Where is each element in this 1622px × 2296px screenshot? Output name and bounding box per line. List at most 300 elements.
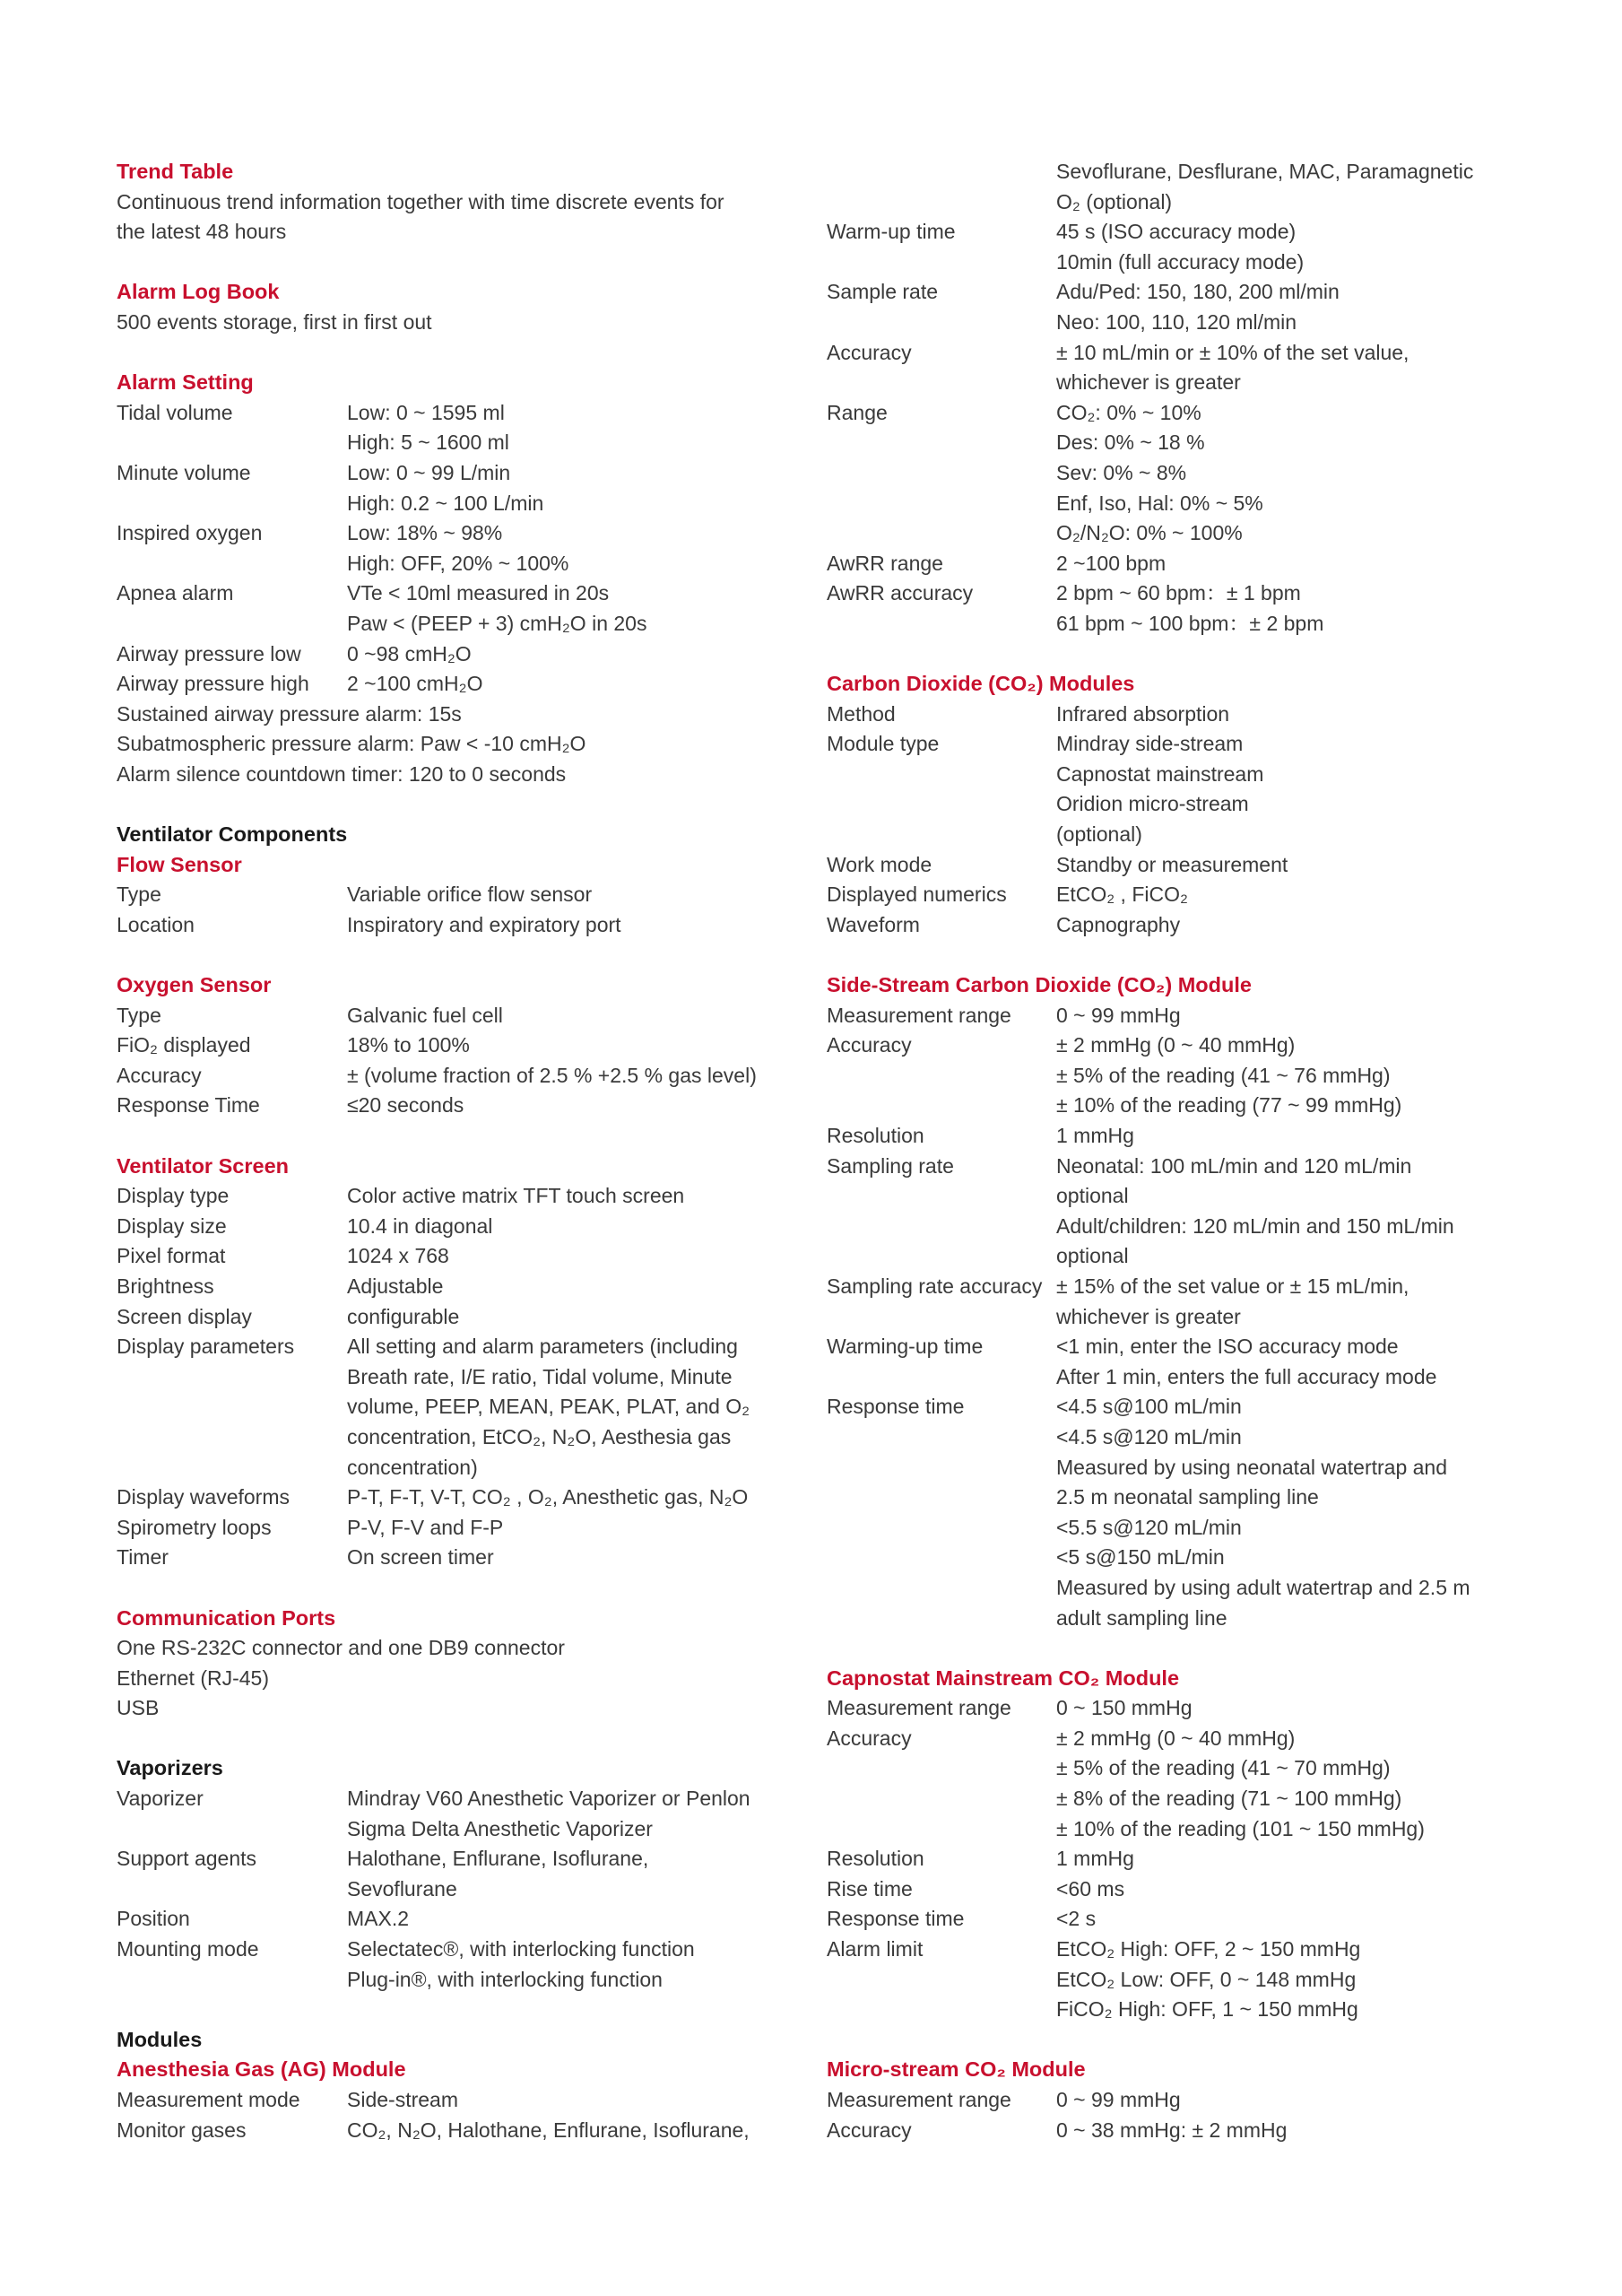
- oxygen-sensor-table: [117, 1001, 798, 1121]
- spec-value: ≤20 seconds: [347, 1093, 464, 1118]
- spec-values: [347, 1091, 798, 1121]
- spec-label: Method: [827, 701, 896, 726]
- micro-stream-co2-heading: Micro-stream CO₂ Module: [827, 2057, 1086, 2082]
- spec-label: Minute volume: [117, 460, 251, 484]
- spec-value: CO₂, N₂O, Halothane, Enflurane, Isoflurane,: [347, 2118, 750, 2142]
- spec-value: EtCO₂ High: OFF, 2 ~ 150 mmHg: [1056, 1937, 1361, 1961]
- spec-label: Measurement range: [827, 2088, 1011, 2111]
- spec-value: Halothane, Enflurane, Isoflurane,: [347, 1847, 649, 1871]
- spec-value: Sevoflurane: [347, 1876, 457, 1900]
- spec-row: [827, 277, 1508, 337]
- ventilator-screen-heading: Ventilator Screen: [117, 1153, 289, 1178]
- spec-label: Warm-up time: [827, 220, 956, 244]
- spec-values: [347, 518, 798, 578]
- spec-value: Capnostat mainstream: [1056, 761, 1264, 786]
- spec-label: Work mode: [827, 852, 932, 876]
- spec-label: Accuracy: [827, 340, 912, 364]
- spec-row: [827, 578, 1508, 639]
- sustained-pressure-alarm: Sustained airway pressure alarm: 15s: [117, 701, 462, 726]
- spec-label: Waveform: [827, 912, 920, 936]
- spec-label: Position: [117, 1907, 190, 1931]
- spec-value: Variable orifice flow sensor: [347, 883, 593, 907]
- spec-row: [827, 700, 1508, 730]
- spec-values: [347, 910, 798, 941]
- spec-value: On screen timer: [347, 1545, 494, 1570]
- spec-value: 10.4 in diagonal: [347, 1213, 493, 1238]
- spec-values: [1056, 700, 1508, 730]
- spec-label: Measurement range: [827, 1696, 1011, 1720]
- spec-row: [117, 910, 798, 941]
- alarm-setting-heading: Alarm Setting: [117, 370, 254, 395]
- spacer: [117, 1995, 798, 2025]
- capnostat-co2-table: [827, 1693, 1508, 2025]
- spec-value: 10min (full accuracy mode): [1056, 249, 1305, 274]
- spec-value: Infrared absorption: [1056, 701, 1230, 726]
- spec-label: Warming-up time: [827, 1335, 984, 1359]
- spec-row: [117, 2085, 798, 2116]
- spec-value: ± 2 mmHg (0 ~ 40 mmHg): [1056, 1033, 1296, 1057]
- spec-value: EtCO₂ , FiCO₂: [1056, 883, 1188, 907]
- spec-value: 2 ~100 bpm: [1056, 551, 1167, 575]
- alarm-silence-timer: Alarm silence countdown timer: 120 to 0 seconds: [117, 761, 567, 786]
- spec-row: [117, 639, 798, 670]
- spec-values: [347, 1784, 798, 1844]
- vaporizers-table: [117, 1784, 798, 1995]
- spacer: [117, 1724, 798, 1754]
- spec-row: [117, 1001, 798, 1031]
- spec-values: [1056, 850, 1508, 881]
- spec-value: High: 0.2 ~ 100 L/min: [347, 491, 544, 515]
- spacer: [117, 338, 798, 369]
- spec-label: [827, 157, 1056, 217]
- spec-values: [347, 1904, 798, 1935]
- spec-value: Measured by using adult watertrap and 2.5 m: [1056, 1575, 1470, 1599]
- spec-row: [827, 1724, 1508, 1844]
- spec-value: P-V, F-V and F-P: [347, 1515, 504, 1539]
- spec-values: [1056, 1693, 1508, 1724]
- spec-values: [347, 1935, 798, 1995]
- spec-row: [827, 2085, 1508, 2116]
- spec-row: [827, 910, 1508, 941]
- spec-values: [347, 1844, 798, 1904]
- spec-values: [1056, 1904, 1508, 1935]
- spec-row: [117, 1483, 798, 1513]
- spec-row: [827, 1272, 1508, 1332]
- spec-values: [347, 1543, 798, 1573]
- spec-value: optional: [1056, 1244, 1129, 1268]
- spacer: [827, 940, 1508, 970]
- spec-values: [1056, 1844, 1508, 1874]
- spec-value: ± 10 mL/min or ± 10% of the set value,: [1056, 340, 1409, 364]
- spec-row: [117, 1061, 798, 1091]
- spec-row: [827, 157, 1508, 217]
- spec-row: [827, 1031, 1508, 1121]
- left-column: [117, 157, 798, 2145]
- spec-value: Selectatec®, with interlocking function: [347, 1937, 695, 1961]
- spec-values: [1056, 217, 1508, 277]
- alarm-log-book-heading: Alarm Log Book: [117, 280, 280, 304]
- spec-row: [827, 217, 1508, 277]
- flow-sensor-heading: Flow Sensor: [117, 852, 242, 876]
- spec-row: [827, 1844, 1508, 1874]
- spec-value: 2.5 m neonatal sampling line: [1056, 1485, 1319, 1509]
- spec-label: Resolution: [827, 1124, 924, 1147]
- spec-value: High: 5 ~ 1600 ml: [347, 430, 509, 455]
- side-stream-co2-heading: Side-Stream Carbon Dioxide (CO₂) Module: [827, 973, 1252, 997]
- spec-label: Location: [117, 912, 195, 936]
- spec-row: [827, 2116, 1508, 2146]
- spec-row: [117, 518, 798, 578]
- spec-values: [347, 639, 798, 670]
- spec-label: Inspired oxygen: [117, 521, 263, 545]
- spec-row: [117, 1513, 798, 1544]
- spec-value: CO₂: 0% ~ 10%: [1056, 400, 1201, 424]
- spec-value: <2 s: [1056, 1907, 1097, 1931]
- spec-value: <60 ms: [1056, 1876, 1125, 1900]
- spec-label: Accuracy: [827, 1033, 912, 1057]
- spec-row: [827, 850, 1508, 881]
- spec-row: [827, 398, 1508, 549]
- spec-value: whichever is greater: [1056, 1304, 1241, 1328]
- spec-values: [1056, 1332, 1508, 1392]
- spec-value: Side-stream: [347, 2088, 458, 2111]
- spec-label: Rise time: [827, 1876, 913, 1900]
- ventilator-components-group: Ventilator Components: [117, 822, 348, 847]
- spec-value: 2 ~100 cmH₂O: [347, 672, 483, 696]
- oxygen-sensor-heading: Oxygen Sensor: [117, 973, 272, 997]
- spec-value: Galvanic fuel cell: [347, 1003, 503, 1027]
- spec-values: [347, 1302, 798, 1333]
- spec-value: 0 ~ 38 mmHg: ± 2 mmHg: [1056, 2118, 1288, 2142]
- spacer: [827, 1633, 1508, 1664]
- spec-row: [117, 1302, 798, 1333]
- spec-values: [1056, 1001, 1508, 1031]
- spec-label: Response Time: [117, 1093, 260, 1118]
- spec-row: [827, 1001, 1508, 1031]
- spec-row: [117, 1543, 798, 1573]
- spec-value: ± 2 mmHg (0 ~ 40 mmHg): [1056, 1726, 1296, 1750]
- spec-label: Tidal volume: [117, 400, 233, 424]
- spec-values: [1056, 1031, 1508, 1121]
- spec-value: EtCO₂ Low: OFF, 0 ~ 148 mmHg: [1056, 1967, 1357, 1991]
- spec-row: [117, 880, 798, 910]
- communication-port-ethernet: Ethernet (RJ-45): [117, 1665, 270, 1690]
- spec-value: Neo: 100, 110, 120 ml/min: [1056, 309, 1297, 334]
- spec-label: Vaporizer: [117, 1787, 204, 1811]
- spec-row: [117, 1212, 798, 1242]
- spec-value: Color active matrix TFT touch screen: [347, 1184, 685, 1208]
- spec-values: [347, 880, 798, 910]
- ag-module-continued-table: [827, 157, 1508, 639]
- spec-label: Support agents: [117, 1847, 257, 1871]
- spec-label: Accuracy: [827, 1726, 912, 1750]
- spec-label: AwRR range: [827, 551, 943, 575]
- spec-row: [117, 458, 798, 518]
- spec-label: Module type: [827, 732, 940, 756]
- spec-value: Low: 0 ~ 99 L/min: [347, 460, 511, 484]
- spec-label: Monitor gases: [117, 2118, 247, 2142]
- spec-value: ± 15% of the set value or ± 15 mL/min,: [1056, 1274, 1409, 1298]
- spec-row: [117, 1904, 798, 1935]
- spacer: [117, 1573, 798, 1604]
- spec-values: [1056, 2085, 1508, 2116]
- spec-label: Accuracy: [117, 1063, 202, 1087]
- spec-values: [347, 1031, 798, 1061]
- spec-row: [827, 1874, 1508, 1905]
- spec-label: Display type: [117, 1184, 230, 1208]
- micro-stream-co2-table: [827, 2085, 1508, 2145]
- spec-values: [1056, 277, 1508, 337]
- spec-value: Measured by using neonatal watertrap and: [1056, 1455, 1448, 1479]
- spec-value: Oridion micro-stream: [1056, 792, 1249, 816]
- spec-label: Sampling rate accuracy: [827, 1274, 1043, 1298]
- spec-value: adult sampling line: [1056, 1605, 1227, 1630]
- spec-values: [347, 1272, 798, 1302]
- subatmospheric-pressure-alarm: Subatmospheric pressure alarm: Paw < -10 cmH₂O: [117, 732, 586, 756]
- spec-values: [347, 1513, 798, 1544]
- spec-value: 0 ~98 cmH₂O: [347, 641, 472, 665]
- spec-value: Sev: 0% ~ 8%: [1056, 460, 1187, 484]
- spec-value: Adu/Ped: 150, 180, 200 ml/min: [1056, 280, 1340, 304]
- spec-value: 2 bpm ~ 60 bpm：± 1 bpm: [1056, 581, 1301, 605]
- spec-value: O₂/N₂O: 0% ~ 100%: [1056, 521, 1243, 545]
- spec-label: Airway pressure high: [117, 672, 309, 696]
- spec-label: Pixel format: [117, 1244, 226, 1268]
- spec-label: Mounting mode: [117, 1937, 259, 1961]
- spec-value: ± 8% of the reading (71 ~ 100 mmHg): [1056, 1787, 1402, 1811]
- spec-values: [1056, 1874, 1508, 1905]
- spec-label: Measurement range: [827, 1003, 1011, 1027]
- spec-label: AwRR accuracy: [827, 581, 974, 605]
- spec-values: [1056, 578, 1508, 639]
- spec-value: ± 10% of the reading (77 ~ 99 mmHg): [1056, 1093, 1402, 1118]
- capnostat-co2-heading: Capnostat Mainstream CO₂ Module: [827, 1665, 1180, 1690]
- ventilator-screen-table: [117, 1181, 798, 1573]
- spec-values: [347, 669, 798, 700]
- spec-label: Display parameters: [117, 1335, 295, 1359]
- spec-row: [827, 729, 1508, 849]
- spec-value: Plug-in®, with interlocking function: [347, 1967, 663, 1991]
- spec-row: [117, 669, 798, 700]
- spec-row: [827, 880, 1508, 910]
- communication-port-serial: One RS-232C connector and one DB9 connector: [117, 1636, 565, 1660]
- modules-group: Modules: [117, 2027, 203, 2051]
- spec-label: Spirometry loops: [117, 1515, 272, 1539]
- alarm-log-book-text: 500 events storage, first in first out: [117, 309, 432, 334]
- spec-value: VTe < 10ml measured in 20s: [347, 581, 610, 605]
- spec-values: [347, 458, 798, 518]
- spec-label: FiO₂ displayed: [117, 1033, 251, 1057]
- spec-values: [1056, 910, 1508, 941]
- spec-row: [117, 1031, 798, 1061]
- trend-table-text-1: Continuous trend information together with time discrete events for: [117, 189, 724, 213]
- vaporizers-group: Vaporizers: [117, 1756, 223, 1780]
- spec-row: [827, 549, 1508, 579]
- spec-label: Resolution: [827, 1847, 924, 1871]
- spec-row: [827, 1392, 1508, 1633]
- spec-values: [347, 1061, 798, 1091]
- spec-value: All setting and alarm parameters (including: [347, 1335, 738, 1359]
- spec-row: [827, 1121, 1508, 1152]
- spec-label: Displayed numerics: [827, 883, 1007, 907]
- spec-value: Breath rate, I/E ratio, Tidal volume, Minute: [347, 1364, 733, 1388]
- spec-values: [347, 2116, 798, 2146]
- spec-value: 1024 x 768: [347, 1244, 449, 1268]
- spec-values: [1056, 157, 1508, 217]
- spec-value: volume, PEEP, MEAN, PEAK, PLAT, and O₂: [347, 1395, 750, 1419]
- spec-value: ± 5% of the reading (41 ~ 76 mmHg): [1056, 1063, 1391, 1087]
- co2-modules-table: [827, 700, 1508, 941]
- spec-value: 61 bpm ~ 100 bpm：± 2 bpm: [1056, 611, 1324, 635]
- spec-label: Brightness: [117, 1274, 214, 1298]
- spec-row: [827, 338, 1508, 398]
- spec-values: [347, 2085, 798, 2116]
- flow-sensor-table: [117, 880, 798, 940]
- alarm-setting-table: [117, 398, 798, 700]
- spec-values: [347, 1181, 798, 1212]
- spec-values: [1056, 1152, 1508, 1272]
- spec-row: [117, 578, 798, 639]
- spec-value: FiCO₂ High: OFF, 1 ~ 150 mmHg: [1056, 1997, 1358, 2022]
- spec-values: [347, 1241, 798, 1272]
- communication-port-usb: USB: [117, 1696, 160, 1720]
- spec-row: [827, 1904, 1508, 1935]
- spec-row: [117, 1181, 798, 1212]
- spec-value: High: OFF, 20% ~ 100%: [347, 551, 569, 575]
- spec-values: [1056, 1724, 1508, 1844]
- spec-value: Sevoflurane, Desflurane, MAC, Paramagnetic: [1056, 160, 1474, 183]
- spec-value: 45 s (ISO accuracy mode): [1056, 220, 1297, 244]
- spec-label: Response time: [827, 1395, 965, 1419]
- spec-value: optional: [1056, 1184, 1129, 1208]
- spec-label: Sample rate: [827, 280, 939, 304]
- spec-label: Display size: [117, 1213, 227, 1238]
- spec-value: <4.5 s@100 mL/min: [1056, 1395, 1242, 1419]
- spec-row: [117, 1844, 798, 1904]
- side-stream-co2-table: [827, 1001, 1508, 1633]
- spec-values: [347, 1001, 798, 1031]
- spec-value: Des: 0% ~ 18 %: [1056, 430, 1205, 455]
- spec-values: [347, 1483, 798, 1513]
- right-column: [827, 157, 1508, 2145]
- spec-label: Screen display: [117, 1304, 252, 1328]
- spec-value: Mindray side-stream: [1056, 732, 1244, 756]
- spec-label: Timer: [117, 1545, 169, 1570]
- spec-value: P-T, F-T, V-T, CO₂ , O₂, Anesthetic gas, N₂O: [347, 1485, 749, 1509]
- spec-row: [827, 1332, 1508, 1392]
- spec-value: Inspiratory and expiratory port: [347, 912, 621, 936]
- spec-value: 1 mmHg: [1056, 1124, 1134, 1147]
- spec-value: Mindray V60 Anesthetic Vaporizer or Penlon: [347, 1787, 750, 1811]
- spec-values: [1056, 880, 1508, 910]
- spec-value: configurable: [347, 1304, 460, 1328]
- spec-value: <4.5 s@120 mL/min: [1056, 1424, 1242, 1448]
- spec-label: Measurement mode: [117, 2088, 300, 2111]
- spec-row: [117, 398, 798, 458]
- spec-values: [1056, 338, 1508, 398]
- spec-values: [1056, 398, 1508, 549]
- spec-value: concentration, EtCO₂, N₂O, Aesthesia gas: [347, 1424, 732, 1448]
- spec-values: [347, 1212, 798, 1242]
- spec-value: Enf, Iso, Hal: 0% ~ 5%: [1056, 491, 1263, 515]
- spec-value: ± 10% of the reading (101 ~ 150 mmHg): [1056, 1816, 1425, 1840]
- spec-value: Low: 0 ~ 1595 ml: [347, 400, 505, 424]
- spec-value: ± 5% of the reading (41 ~ 70 mmHg): [1056, 1756, 1391, 1780]
- spec-value: Paw < (PEEP + 3) cmH₂O in 20s: [347, 611, 647, 635]
- spec-value: MAX.2: [347, 1907, 410, 1931]
- trend-table-heading: Trend Table: [117, 160, 234, 183]
- spec-value: concentration): [347, 1455, 478, 1479]
- spec-value: Standby or measurement: [1056, 852, 1288, 876]
- spec-value: Low: 18% ~ 98%: [347, 521, 503, 545]
- spec-values: [1056, 549, 1508, 579]
- spec-value: After 1 min, enters the full accuracy mode: [1056, 1364, 1437, 1388]
- spec-row: [117, 1935, 798, 1995]
- spec-label: Response time: [827, 1907, 965, 1931]
- spec-row: [827, 1693, 1508, 1724]
- spec-value: (optional): [1056, 822, 1142, 847]
- spec-values: [347, 398, 798, 458]
- spacer: [117, 1121, 798, 1152]
- ag-module-table: [117, 2085, 798, 2145]
- spec-values: [347, 578, 798, 639]
- spec-label: Airway pressure low: [117, 641, 301, 665]
- spec-row: [117, 1272, 798, 1302]
- spec-values: [1056, 1121, 1508, 1152]
- spec-label: Apnea alarm: [117, 581, 234, 605]
- spec-value: 0 ~ 99 mmHg: [1056, 2088, 1181, 2111]
- spec-value: O₂ (optional): [1056, 189, 1173, 213]
- spec-value: <1 min, enter the ISO accuracy mode: [1056, 1335, 1399, 1359]
- spec-values: [1056, 1935, 1508, 2025]
- spec-values: [1056, 1272, 1508, 1332]
- spec-row: [117, 2116, 798, 2146]
- spec-value: <5.5 s@120 mL/min: [1056, 1515, 1242, 1539]
- communication-ports-heading: Communication Ports: [117, 1605, 336, 1630]
- spacer: [117, 940, 798, 970]
- spec-value: Adjustable: [347, 1274, 444, 1298]
- spacer: [117, 789, 798, 820]
- spec-row: [117, 1332, 798, 1483]
- spec-value: whichever is greater: [1056, 370, 1241, 395]
- spec-row: [117, 1091, 798, 1121]
- spec-value: 0 ~ 150 mmHg: [1056, 1696, 1193, 1720]
- spec-label: Range: [827, 400, 888, 424]
- spec-row: [827, 1152, 1508, 1272]
- spec-label: Accuracy: [827, 2118, 912, 2142]
- spec-label: Sampling rate: [827, 1153, 954, 1178]
- spec-values: [1056, 2116, 1508, 2146]
- spec-value: 18% to 100%: [347, 1033, 470, 1057]
- spec-row: [117, 1241, 798, 1272]
- ag-module-heading: Anesthesia Gas (AG) Module: [117, 2057, 406, 2082]
- spec-label: Alarm limit: [827, 1937, 924, 1961]
- spec-value: Adult/children: 120 mL/min and 150 mL/min: [1056, 1213, 1454, 1238]
- spacer: [117, 248, 798, 278]
- spec-label: Display waveforms: [117, 1485, 290, 1509]
- spec-label: Type: [117, 883, 161, 907]
- spec-value: Sigma Delta Anesthetic Vaporizer: [347, 1816, 653, 1840]
- trend-table-text-2: the latest 48 hours: [117, 220, 287, 244]
- spec-value: Neonatal: 100 mL/min and 120 mL/min: [1056, 1153, 1412, 1178]
- co2-modules-heading: Carbon Dioxide (CO₂) Modules: [827, 672, 1135, 696]
- spec-row: [117, 1784, 798, 1844]
- spec-value: 1 mmHg: [1056, 1847, 1134, 1871]
- spacer: [827, 639, 1508, 670]
- spec-value: Capnography: [1056, 912, 1181, 936]
- spec-values: [347, 1332, 798, 1483]
- spec-label: Type: [117, 1003, 161, 1027]
